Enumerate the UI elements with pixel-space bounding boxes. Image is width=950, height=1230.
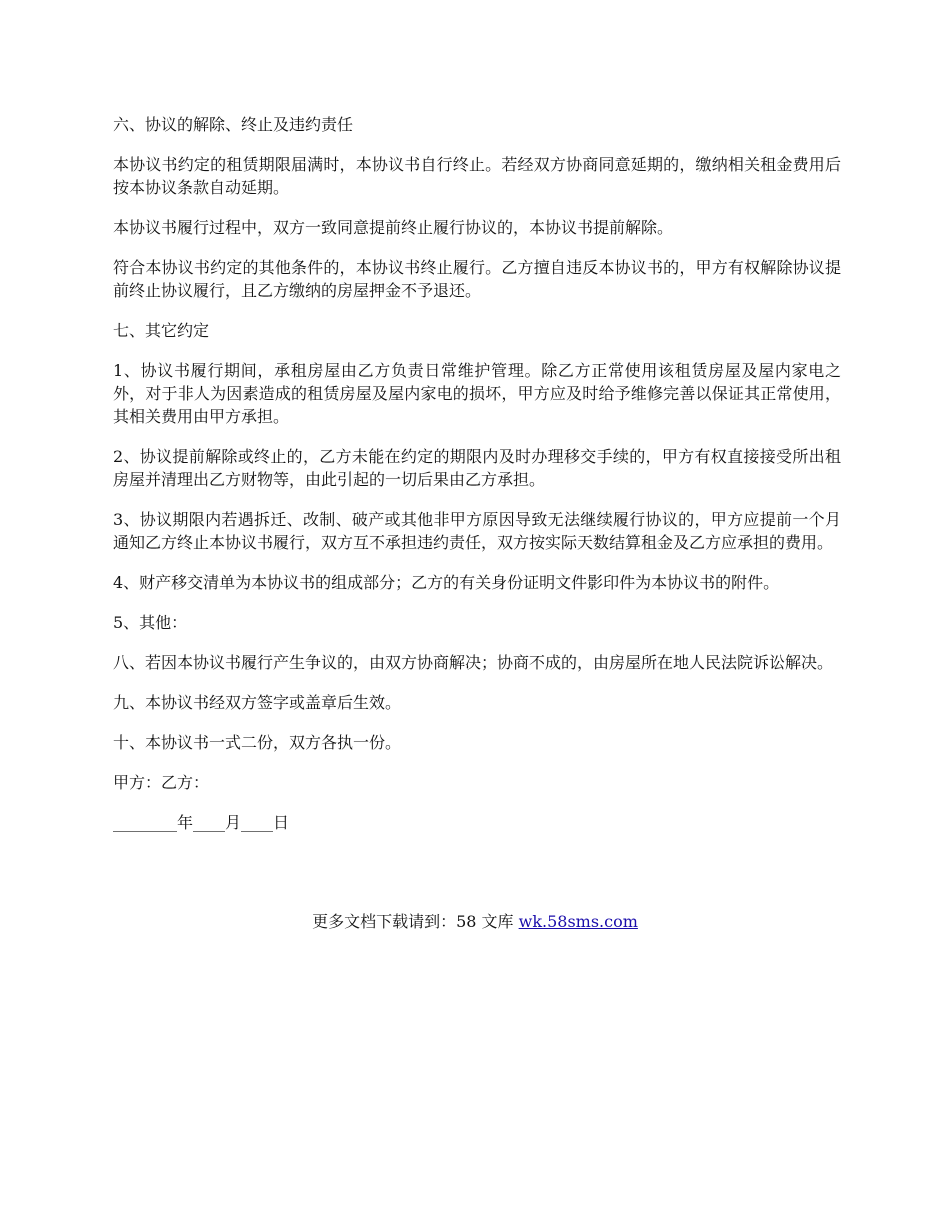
download-footer [0,910,950,933]
paragraph: 符合本协议书约定的其他条件的，本协议书终止履行。乙方擅自违反本协议书的，甲方有权解除协议提前终止协议履行，且乙方缴纳的房屋押金不予退还。 [113,258,841,300]
paragraph: 本协议书履行过程中，双方一致同意提前终止履行协议的，本协议书提前解除。 [113,218,674,237]
section-heading-6: 六、协议的解除、终止及违约责任 [113,115,354,134]
signature-date: ________年____月____日 [113,813,290,832]
section-10: 十、本协议书一式二份，双方各执一份。 [113,733,402,752]
clause-3: 3、协议期限内若遇拆迁、改制、破产或其他非甲方原因导致无法继续履行协议的，甲方应提前一个月通知乙方终止本协议书履行，双方互不承担违约责任，双方按实际天数结算租金及乙方应承担的费用。 [113,510,841,552]
footer-link[interactable]: wk.58sms.com [518,912,638,931]
clause-4: 4、财产移交清单为本协议书的组成部分；乙方的有关身份证明文件影印件为本协议书的附件。 [113,573,780,592]
section-heading-7: 七、其它约定 [113,321,210,340]
paragraph: 本协议书约定的租赁期限届满时，本协议书自行终止。若经双方协商同意延期的，缴纳相关租金费用后按本协议条款自动延期。 [113,155,841,197]
section-9: 九、本协议书经双方签字或盖章后生效。 [113,693,402,712]
clause-5: 5、其他： [113,613,188,632]
clause-1: 1、协议书履行期间，承租房屋由乙方负责日常维护管理。除乙方正常使用该租赁房屋及屋内家电之外，对于非人为因素造成的租赁房屋及屋内家电的损坏，甲方应及时给予维修完善以保证其正常使用，其相关费用由甲方承担。 [113,361,841,426]
document-body [113,113,841,851]
section-8: 八、若因本协议书履行产生争议的，由双方协商解决；协商不成的，由房屋所在地人民法院诉讼解决。 [113,653,834,672]
clause-2: 2、协议提前解除或终止的，乙方未能在约定的期限内及时办理移交手续的，甲方有权直接接受所出租房屋并清理出乙方财物等，由此引起的一切后果由乙方承担。 [113,447,841,489]
signature-parties: 甲方：乙方： [113,773,210,792]
footer-text: 更多文档下载请到：58 文库 [312,912,519,931]
